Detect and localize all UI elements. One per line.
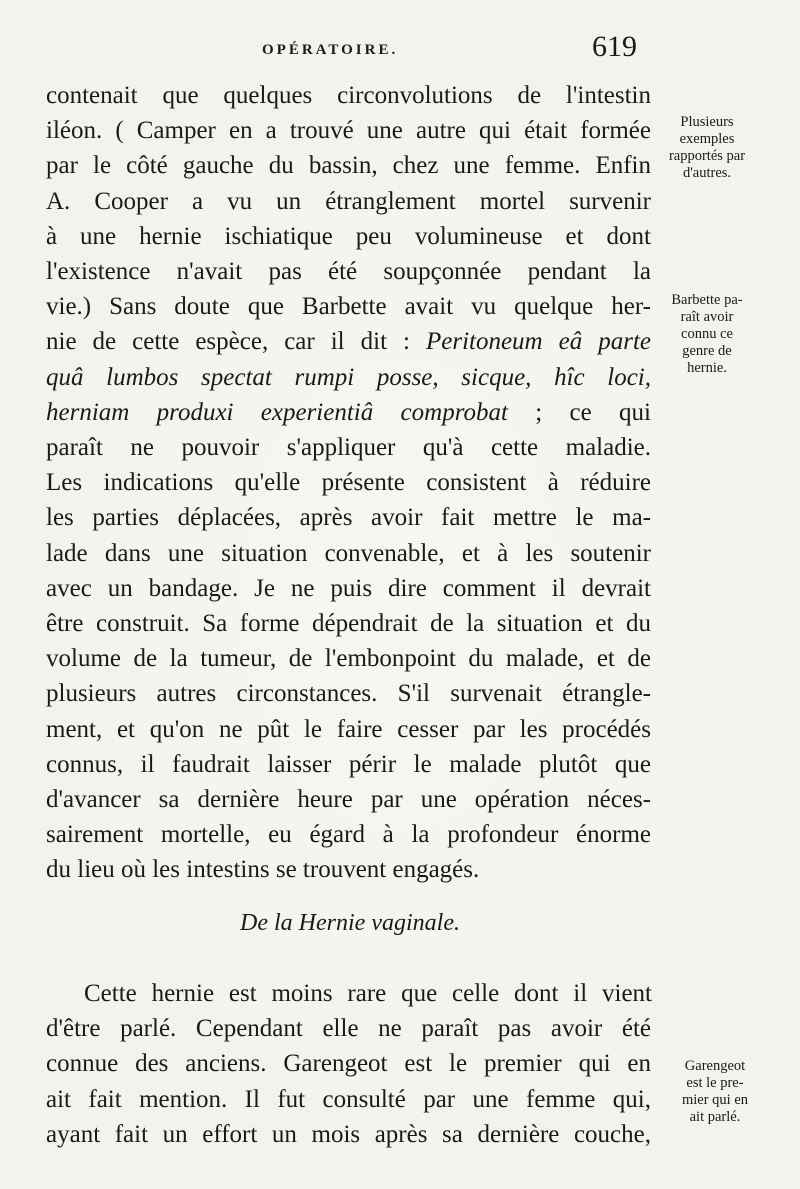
body-line: être construit. Sa forme dépendrait de la situation et du [46, 610, 651, 637]
body-line: Les indications qu'elle présente consistent à réduire [46, 469, 651, 497]
body-line: ment, et qu'on ne pût le faire cesser par les procédés [46, 715, 651, 743]
margin-note-line: raît avoir [680, 309, 734, 325]
body-line: herniam produxi experientiâ comprobat ; ce qui [46, 398, 651, 426]
section-line: ait fait mention. Il fut consulté par une femme qui, [46, 1085, 651, 1113]
body-line: du lieu où les intestins se trouvent engagés. [46, 856, 480, 884]
body-line: quâ lumbos spectat rumpi posse, sicque, hîc loci, [46, 363, 651, 391]
margin-note-line: ait parlé. [689, 1109, 741, 1125]
margin-note-line: est le pre- [686, 1075, 744, 1091]
page-number: 619 [592, 30, 637, 63]
body-line: lade dans une situation convenable, et à les soutenir [46, 539, 651, 567]
margin-note-line: connu ce [681, 326, 733, 342]
margin-note-line: hernie. [687, 360, 727, 376]
body-line: nie de cette espèce, car il dit : Peritoneum eâ parte [46, 328, 651, 356]
body-line: avec un bandage. Je ne puis dire comment il devrait [46, 574, 651, 602]
section-line: d'être parlé. Cependant elle ne paraît pas avoir été [46, 1015, 651, 1043]
section-heading: De la Hernie vaginale. [240, 910, 460, 936]
body-line: A. Cooper a vu un étranglement mortel survenir [46, 187, 651, 215]
body-line: connus, il faudrait laisser périr le malade plutôt que [46, 750, 651, 778]
margin-note-line: genre de [682, 343, 732, 359]
margin-note-line: Barbette pa- [671, 292, 743, 308]
body-line: vie.) Sans doute que Barbette avait vu quelque her- [46, 293, 651, 321]
body-line: contenait que quelques circonvolutions de l'intestin [46, 82, 651, 109]
margin-note-line: Plusieurs [680, 114, 734, 130]
margin-note-line: d'autres. [682, 165, 732, 181]
body-line: paraît ne pouvoir s'appliquer qu'à cette maladie. [46, 434, 651, 461]
body-line: l'existence n'avait pas été soupçonnée pendant la [46, 258, 651, 285]
margin-note-line: mier qui en [681, 1092, 749, 1108]
body-line: iléon. ( Camper en a trouvé une autre qui était formée [46, 117, 651, 145]
margin-note-line: rapportés par [668, 148, 746, 164]
margin-note-plusieurs-exemples [652, 114, 762, 182]
section-line: connue des anciens. Garengeot est le premier qui en [46, 1050, 651, 1078]
margin-note-line: exemples [679, 131, 735, 147]
margin-note-garengeot [660, 1058, 770, 1126]
body-line: volume de la tumeur, de l'embonpoint du malade, et de [46, 645, 651, 673]
running-title: OPÉRATOIRE. [262, 42, 399, 58]
body-line: à une hernie ischiatique peu volumineuse et dont [46, 222, 651, 250]
body-line: les parties déplacées, après avoir fait mettre le ma- [46, 504, 651, 532]
body-line: plusieurs autres circonstances. S'il survenait étrangle- [46, 680, 651, 708]
body-line: d'avancer sa dernière heure par une opération néces- [46, 786, 651, 813]
section-line: ayant fait un effort un mois après sa dernière couche, [46, 1120, 651, 1148]
section-line: Cette hernie est moins rare que celle dont il vient [84, 980, 652, 1007]
margin-note-barbette [652, 292, 762, 377]
body-line: sairement mortelle, eu égard à la profondeur énorme [46, 821, 651, 849]
body-line: par le côté gauche du bassin, chez une femme. Enfin [46, 152, 651, 180]
margin-note-line: Garengeot [684, 1058, 746, 1074]
